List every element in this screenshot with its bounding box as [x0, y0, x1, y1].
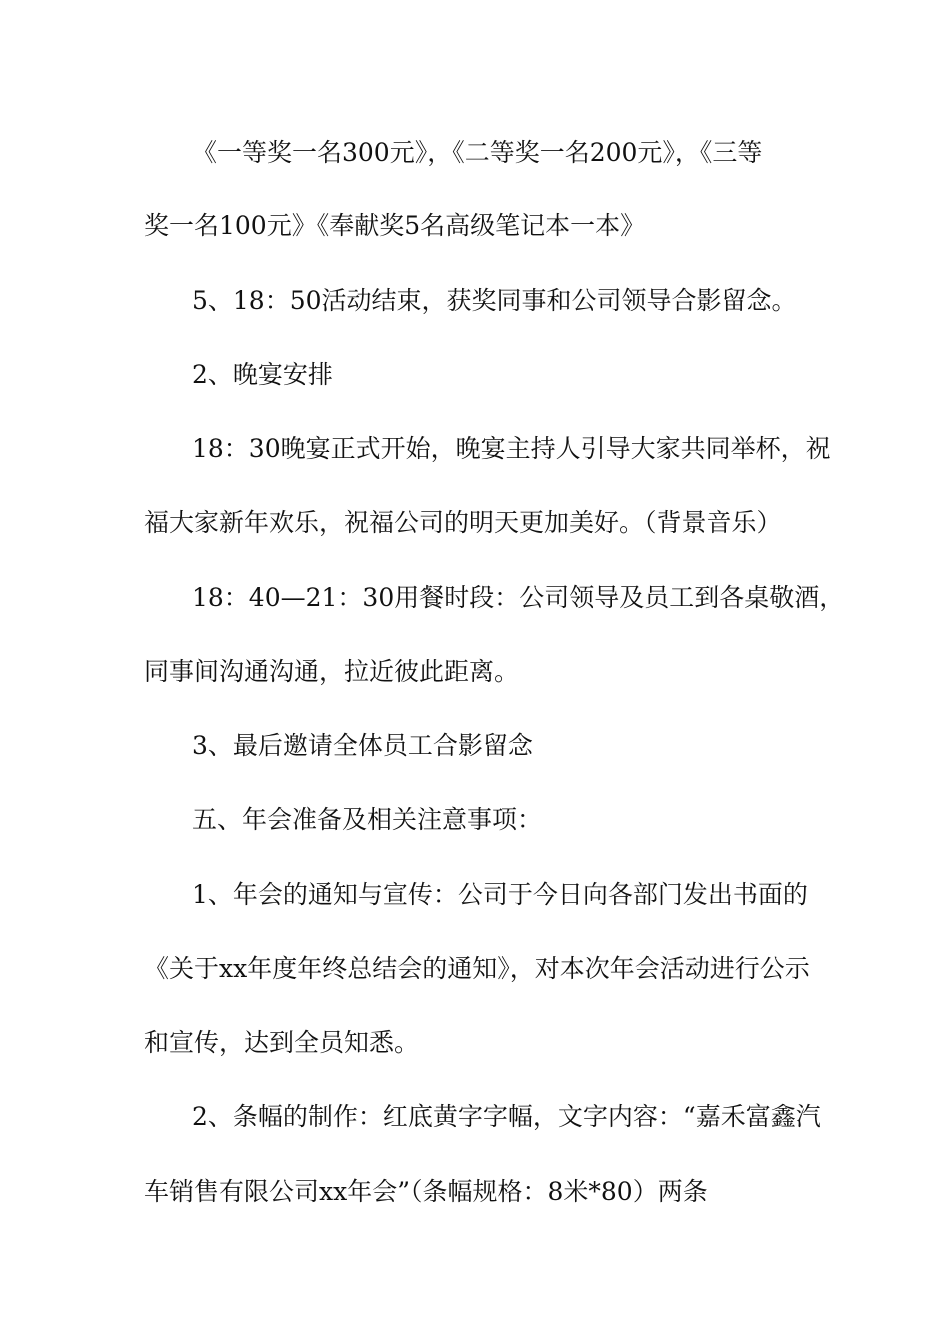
text-line: 《关于xx年度年终总结会的通知》，对本次年会活动进行公示: [144, 954, 810, 983]
section-heading: 五、年会准备及相关注意事项：: [192, 805, 543, 834]
text-line: 车销售有限公司xx年会”（条幅规格：8米*80）两条: [144, 1177, 708, 1206]
section-heading: 2、晚宴安排: [192, 360, 333, 389]
text-line: 1、年会的通知与宣传：公司于今日向各部门发出书面的: [192, 880, 808, 909]
text-line: 5、18：50活动结束，获奖同事和公司领导合影留念。: [192, 286, 797, 315]
text-line: 福大家新年欢乐，祝福公司的明天更加美好。（背景音乐）: [144, 508, 782, 537]
text-line: 18：40—21：30用餐时段：公司领导及员工到各桌敬酒，: [192, 583, 845, 612]
text-line: 和宣传，达到全员知悉。: [144, 1028, 420, 1057]
text-line: 3、最后邀请全体员工合影留念: [192, 731, 533, 760]
text-line: 奖一名100元》《奉献奖5名高级笔记本一本》: [144, 211, 646, 240]
text-line: 18：30晚宴正式开始，晚宴主持人引导大家共同举杯，祝: [192, 434, 831, 463]
text-line: 同事间沟通沟通，拉近彼此距离。: [144, 657, 520, 686]
text-line: 《一等奖一名300元》，《二等奖一名200元》，《三等: [192, 138, 763, 167]
text-line: 2、条幅的制作：红底黄字字幅，文字内容：“嘉禾富鑫汽: [192, 1102, 821, 1131]
